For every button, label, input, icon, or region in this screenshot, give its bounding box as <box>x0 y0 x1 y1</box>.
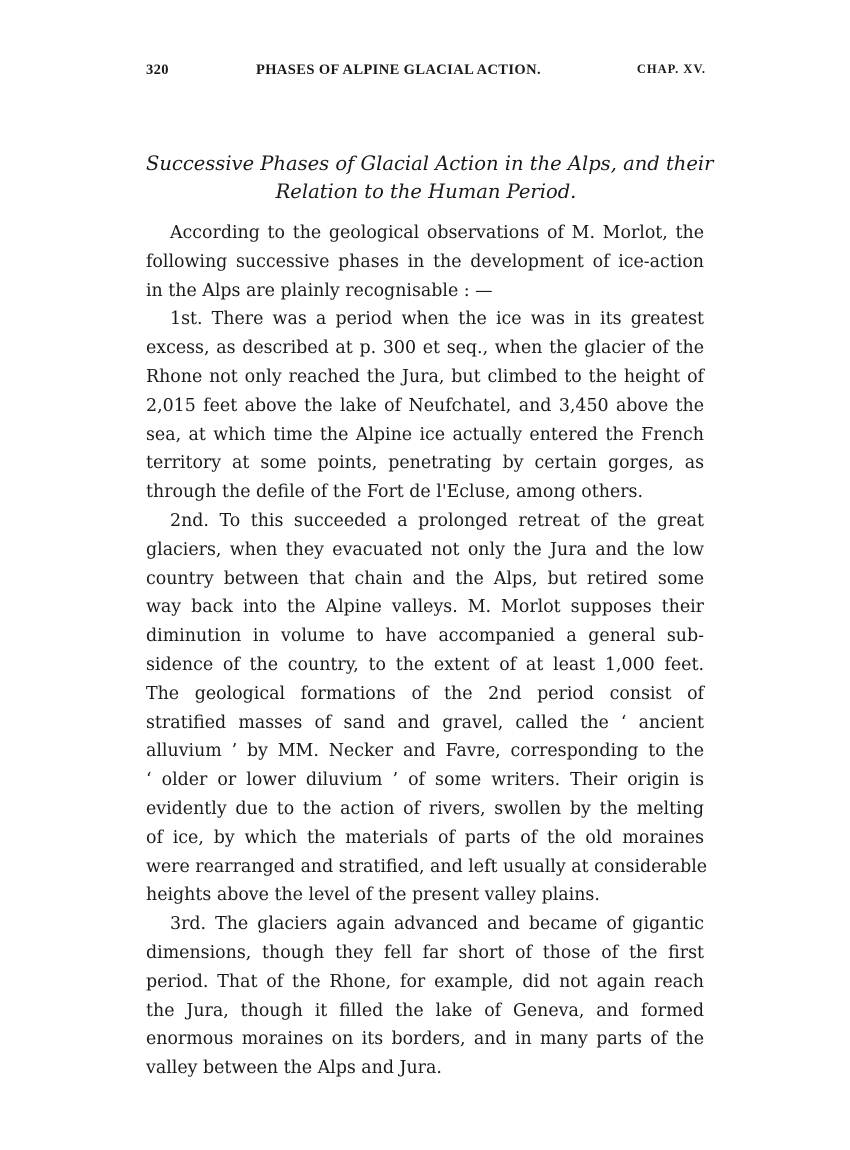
text-line: country between that chain and the Alps, but retired some <box>146 568 704 589</box>
text-line: in the Alps are plainly recognisable : — <box>146 280 493 301</box>
paragraph <box>146 219 704 305</box>
text-line: heights above the level of the present valley plains. <box>146 885 600 906</box>
text-line: stratified masses of sand and gravel, called the ‘ ancient <box>146 712 704 733</box>
text-line: following successive phases in the development of ice-action <box>146 251 704 272</box>
text-line: The geological formations of the 2nd period consist of <box>146 683 704 704</box>
text-line: alluvium ’ by MM. Necker and Favre, corresponding to the <box>146 741 704 762</box>
text-line: glaciers, when they evacuated not only the Jura and the low <box>146 539 704 560</box>
section-title-line: Successive Phases of Glacial Action in the Alps, and their <box>146 152 714 175</box>
text-line: diminution in volume to have accompanied a general sub- <box>146 626 704 647</box>
text-line: 2,015 feet above the lake of Neufchatel, and 3,450 above the <box>146 395 704 416</box>
page-number: 320 <box>146 62 169 78</box>
chapter-label: CHAP. XV. <box>636 62 706 76</box>
text-line: way back into the Alpine valleys. M. Morlot supposes their <box>146 597 704 618</box>
text-line: evidently due to the action of rivers, swollen by the melting <box>146 798 704 819</box>
text-line: dimensions, though they fell far short of those of the first <box>146 942 704 963</box>
text-line: ‘ older or lower diluvium ’ of some writers. Their origin is <box>146 770 704 791</box>
paragraph <box>146 305 704 507</box>
text-line: were rearranged and stratified, and left usually at considerable <box>146 856 708 877</box>
section-title <box>146 150 714 206</box>
section-title-line: Relation to the Human Period. <box>275 180 577 203</box>
text-line: sidence of the country, to the extent of at least 1,000 feet. <box>146 654 704 675</box>
text-line: Rhone not only reached the Jura, but climbed to the height of <box>146 366 704 387</box>
text-line: 3rd. The glaciers again advanced and became of gigantic <box>170 914 704 935</box>
text-line: 2nd. To this succeeded a prolonged retreat of the great <box>170 510 704 531</box>
text-line: the Jura, though it filled the lake of Geneva, and formed <box>146 1000 704 1021</box>
text-line: According to the geological observations of M. Morlot, the <box>170 223 704 243</box>
paragraph <box>146 507 708 910</box>
text-line: territory at some points, penetrating by certain gorges, as <box>146 453 704 474</box>
text-line: 1st. There was a period when the ice was in its greatest <box>170 309 704 330</box>
text-line: of ice, by which the materials of parts of the old moraines <box>146 827 704 848</box>
text-line: valley between the Alps and Jura. <box>146 1058 442 1079</box>
running-title: PHASES OF ALPINE GLACIAL ACTION. <box>256 62 542 78</box>
text-line: enormous moraines on its borders, and in many parts of the <box>146 1029 704 1050</box>
text-line: excess, as described at p. 300 et seq., when the glacier of the <box>146 338 704 359</box>
text-line: through the defile of the Fort de l'Ecluse, among others. <box>146 482 643 503</box>
body-text <box>146 219 708 1083</box>
paragraph <box>146 910 704 1083</box>
text-line: period. That of the Rhone, for example, did not again reach <box>146 971 704 992</box>
running-head <box>146 62 706 84</box>
text-line: sea, at which time the Alpine ice actually entered the French <box>146 424 704 445</box>
